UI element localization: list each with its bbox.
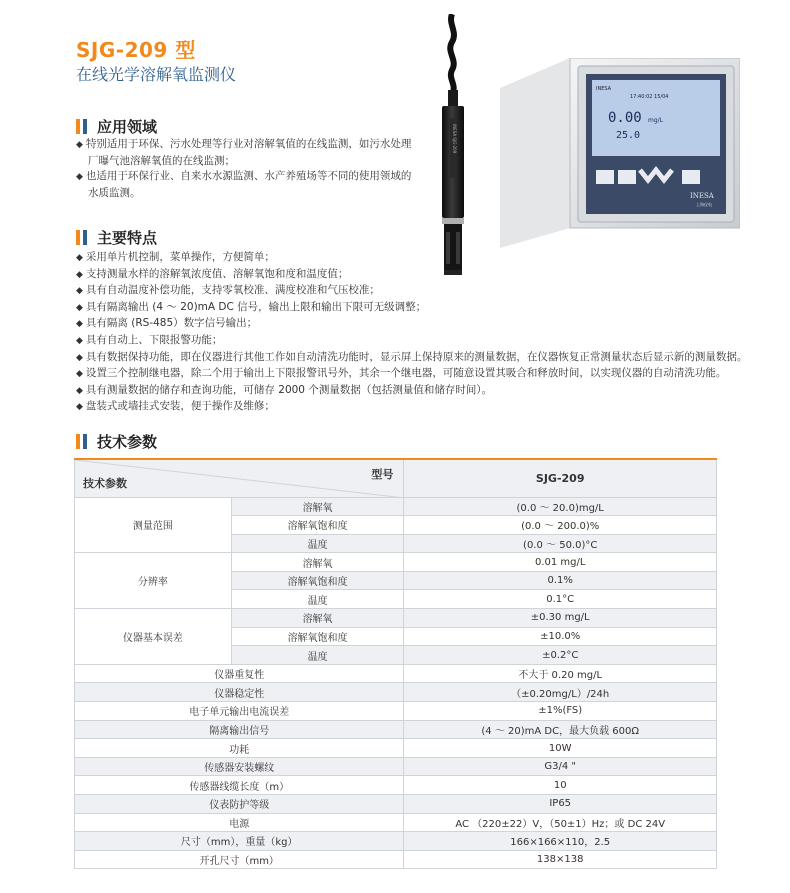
sub-label: 溶解氧饱和度: [231, 571, 404, 590]
section-application-label: 应用领域: [97, 118, 158, 136]
param-label: 电子单元输出电流误差: [75, 702, 404, 721]
feature-item: ◆ 设置三个控制继电器，除二个用于输出上下限报警讯号外，其余一个继电器，可随意设置其吸合和释放时间，以实现仪器的自动清洗功能。: [76, 366, 747, 383]
sub-label: 溶解氧饱和度: [231, 627, 404, 646]
spec-value: ±0.2°C: [404, 646, 717, 665]
spec-value: （±0.20mg/L）/24h: [404, 683, 717, 702]
spec-value: 0.1%: [404, 571, 717, 590]
section-marker-icon: [76, 434, 87, 449]
corner-top-label: 型号: [371, 468, 394, 481]
screen-brand: INESA: [596, 86, 612, 92]
table-row: [75, 664, 717, 683]
param-label: 尺寸（mm），重量（kg）: [75, 832, 404, 851]
spec-value: 0.01 mg/L: [404, 553, 717, 572]
application-item: ◆ 也适用于环保行业、自来水水源监测、水产养殖场等不同的使用领域的: [76, 169, 411, 186]
section-features-label: 主要特点: [97, 229, 158, 247]
param-label: 功耗: [75, 739, 404, 758]
application-item-cont: 厂曝气池溶解氧值的在线监测；: [88, 154, 235, 167]
table-corner-cell: [75, 459, 404, 497]
param-label: 仪表防护等级: [75, 795, 404, 814]
feature-item: ◆ 具有数据保持功能，即在仪器进行其他工作如自动清洗功能时，显示屏上保持原来的测量数据，在仪器恢复正常测量状态后显示新的测量数据。: [76, 350, 747, 367]
param-label: 开孔尺寸（mm）: [75, 850, 404, 869]
spec-value: (0.0 ～ 50.0)°C: [404, 534, 717, 553]
param-label: 仪器重复性: [75, 664, 404, 683]
table-row: [75, 609, 717, 628]
spec-value: ±0.30 mg/L: [404, 609, 717, 628]
monitor-device-image: [500, 58, 740, 258]
spec-value: AC （220±22）V，（50±1）Hz；或 DC 24V: [404, 813, 717, 832]
spec-value: IP65: [404, 795, 717, 814]
feature-item: ◆ 具有自动上、下限报警功能；: [76, 333, 747, 350]
model-header: SJG-209: [404, 459, 717, 497]
product-subtitle: 在线光学溶解氧监测仪: [76, 65, 237, 84]
spec-value: 0.1°C: [404, 590, 717, 609]
table-row: [75, 776, 717, 795]
application-list: [76, 137, 411, 201]
section-specs-label: 技术参数: [97, 433, 158, 451]
application-item: ◆ 特别适用于环保、污水处理等行业对溶解氧值的在线监测，如污水处理: [76, 137, 411, 154]
product-title: SJG-209 型: [76, 38, 196, 62]
feature-item: ◆ 具有隔离输出 (4 ～ 20)mA DC 信号，输出上限和输出下限可无级调整；: [76, 300, 747, 317]
screen-value: 0.00: [608, 110, 642, 126]
spec-value: G3/4 ": [404, 757, 717, 776]
spec-value: (0.0 ～ 200.0)%: [404, 516, 717, 535]
sub-label: 温度: [231, 590, 404, 609]
param-label: 隔离输出信号: [75, 720, 404, 739]
group-label: 分辨率: [75, 553, 232, 609]
features-list: [76, 250, 747, 416]
svg-text:INESA SJG-209: INESA SJG-209: [452, 124, 457, 154]
spec-table: [74, 458, 717, 869]
table-row: [75, 683, 717, 702]
feature-item: ◆ 具有测量数据的储存和查询功能，可储存 2000 个测量数据（包括测量值和储存时间）。: [76, 383, 747, 400]
section-features-head: [76, 227, 157, 248]
feature-item: ◆ 盘装式或墙挂式安装，便于操作及维修；: [76, 399, 747, 416]
group-label: 仪器基本误差: [75, 609, 232, 665]
panel-brand: INESA: [690, 192, 714, 200]
screen-unit: mg/L: [648, 117, 664, 124]
table-row: [75, 795, 717, 814]
section-marker-icon: [76, 230, 87, 245]
spec-value: (0.0 ～ 20.0)mg/L: [404, 497, 717, 516]
section-marker-icon: [76, 119, 87, 134]
spec-value: 138×138: [404, 850, 717, 869]
spec-value: ±10.0%: [404, 627, 717, 646]
spec-value: 10W: [404, 739, 717, 758]
param-label: 传感器安装螺纹: [75, 757, 404, 776]
sub-label: 溶解氧: [231, 553, 404, 572]
spec-value: ±1%(FS): [404, 702, 717, 721]
section-specs-head: [76, 431, 157, 452]
feature-item: ◆ 具有隔离 (RS-485）数字信号输出；: [76, 316, 747, 333]
corner-bottom-label: 技术参数: [83, 476, 127, 490]
feature-item: ◆ 具有自动温度补偿功能，支持零氧校准、满度校准和气压校准；: [76, 283, 747, 300]
param-label: 传感器线缆长度（m）: [75, 776, 404, 795]
spec-value: 不大于 0.20 mg/L: [404, 664, 717, 683]
feature-item: ◆ 支持测量水样的溶解氧浓度值、溶解氧饱和度和温度值；: [76, 267, 747, 284]
table-row: [75, 497, 717, 516]
sub-label: 溶解氧饱和度: [231, 516, 404, 535]
sensor-probe-image: [428, 14, 478, 276]
spec-value: (4 ～ 20)mA DC，最大负载 600Ω: [404, 720, 717, 739]
section-application-head: [76, 116, 157, 137]
param-label: 电源: [75, 813, 404, 832]
group-label: 测量范围: [75, 497, 232, 553]
sub-label: 溶解氧: [231, 609, 404, 628]
table-row: [75, 702, 717, 721]
table-header-row: [75, 459, 717, 497]
screen-time: 17:40:02 15/04: [630, 94, 669, 100]
table-row: [75, 553, 717, 572]
table-row: [75, 813, 717, 832]
sub-label: 温度: [231, 534, 404, 553]
table-row: [75, 832, 717, 851]
sub-label: 温度: [231, 646, 404, 665]
param-label: 仪器稳定性: [75, 683, 404, 702]
spec-value: 166×166×110，2.5: [404, 832, 717, 851]
sub-label: 溶解氧: [231, 497, 404, 516]
table-row: [75, 720, 717, 739]
feature-item: ◆ 采用单片机控制，菜单操作，方便简单；: [76, 250, 747, 267]
screen-temp: 25.0: [616, 130, 641, 141]
spec-value: 10: [404, 776, 717, 795]
application-item-cont: 水质监测。: [88, 186, 141, 199]
table-row: [75, 739, 717, 758]
table-row: [75, 757, 717, 776]
panel-sub: 上海仪电: [696, 202, 712, 207]
table-row: [75, 850, 717, 869]
